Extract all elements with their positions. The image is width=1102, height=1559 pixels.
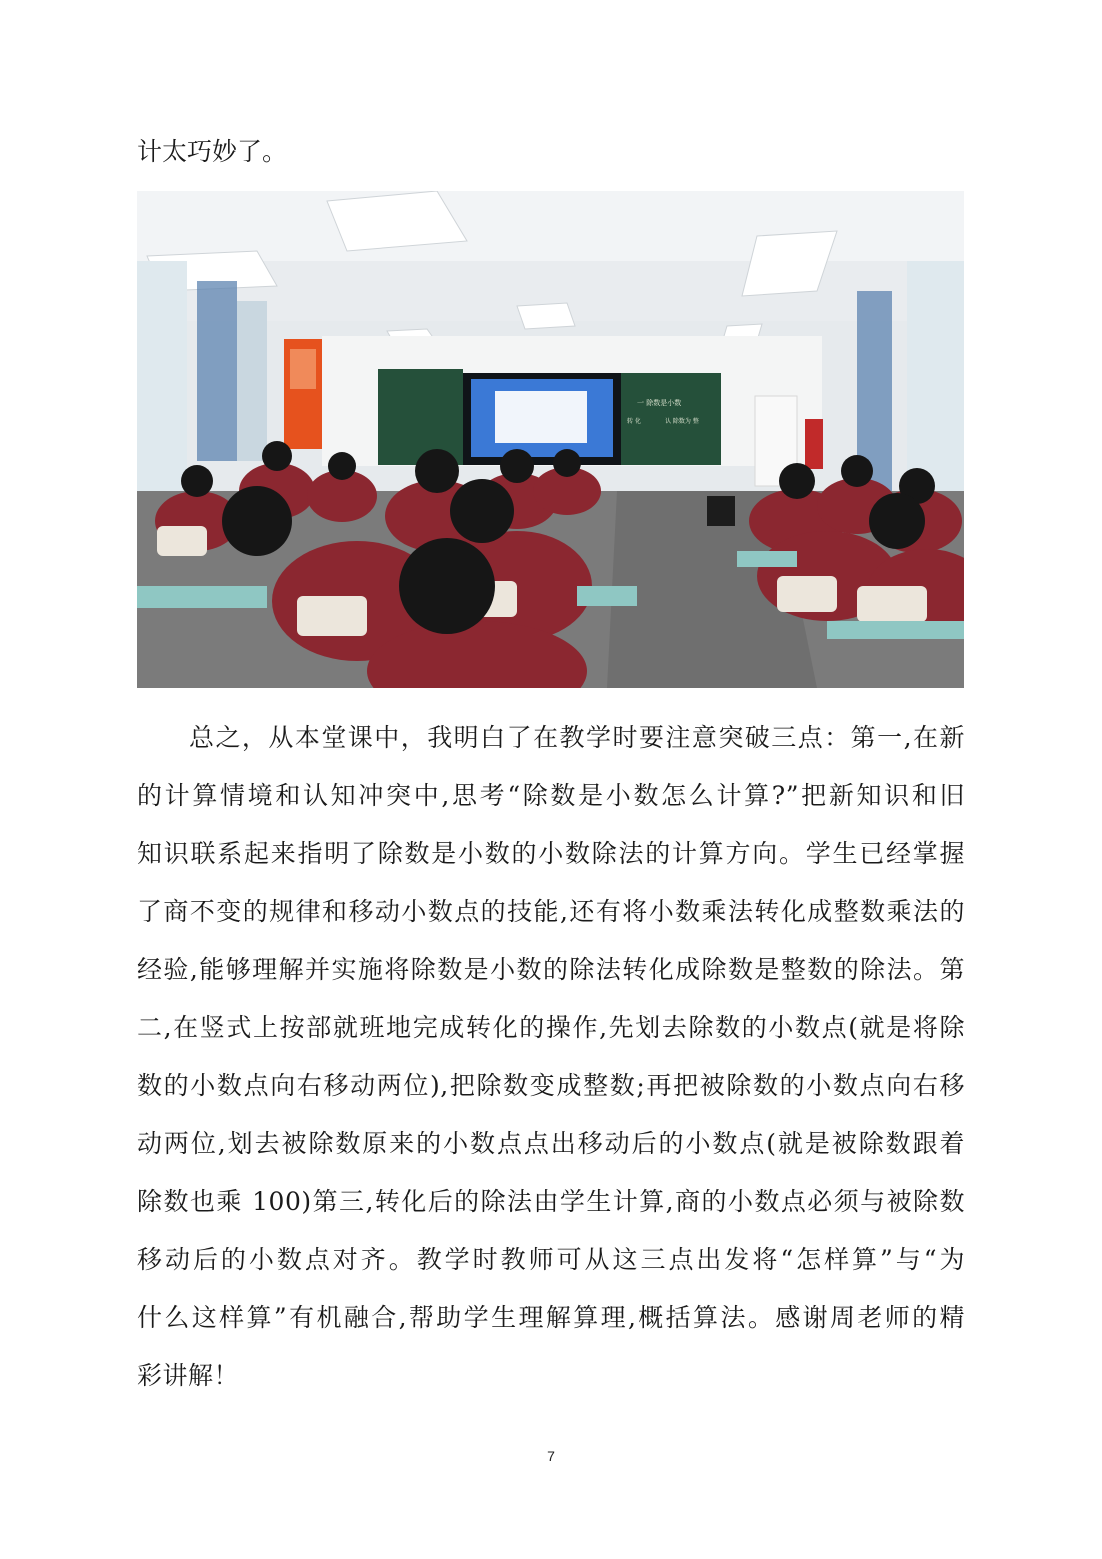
paragraph-line: 经验,能够理解并实施将除数是小数的除法转化成除数是整数的除法。第 (137, 955, 965, 984)
paragraph-line: 动两位,划去被除数原来的小数点点出移动后的小数点(就是被除数跟着 (137, 1129, 965, 1158)
paragraph-line: 了商不变的规律和移动小数点的技能,还有将小数乘法转化成整数乘法的 (137, 897, 965, 926)
paragraph-line: 彩讲解！ (137, 1361, 240, 1390)
paragraph-line: 除数也乘 100)第三,转化后的除法由学生计算,商的小数点必须与被除数 (137, 1187, 965, 1216)
paragraph-line: 总之，从本堂课中，我明白了在教学时要注意突破三点：第一,在新 (189, 723, 965, 752)
classroom-photo (137, 191, 964, 688)
paragraph-line: 什么这样算”有机融合,帮助学生理解算理,概括算法。感谢周老师的精 (137, 1303, 965, 1332)
main-paragraph (137, 709, 965, 1405)
board-right-text-2: 认 除数为 整 (665, 418, 699, 425)
page-number: 7 (547, 1448, 555, 1464)
paragraph-line: 数的小数点向右移动两位),把除数变成整数;再把被除数的小数点向右移 (137, 1071, 965, 1100)
paragraph-line: 的计算情境和认知冲突中,思考“除数是小数怎么计算?”把新知识和旧 (137, 781, 965, 810)
classroom-photo-illustration (137, 191, 964, 688)
paragraph-continuation: 计太巧妙了。 (137, 137, 288, 166)
paragraph-line: 知识联系起来指明了除数是小数的小数除法的计算方向。学生已经掌握 (137, 839, 965, 868)
board-right-text-1: 转 化 (627, 418, 641, 425)
paragraph-line: 移动后的小数点对齐。教学时教师可从这三点出发将“怎样算”与“为 (137, 1245, 965, 1274)
board-left-text: 一 除数是小数 (637, 399, 682, 407)
paragraph-line: 二,在竖式上按部就班地完成转化的操作,先划去除数的小数点(就是将除 (137, 1013, 965, 1042)
